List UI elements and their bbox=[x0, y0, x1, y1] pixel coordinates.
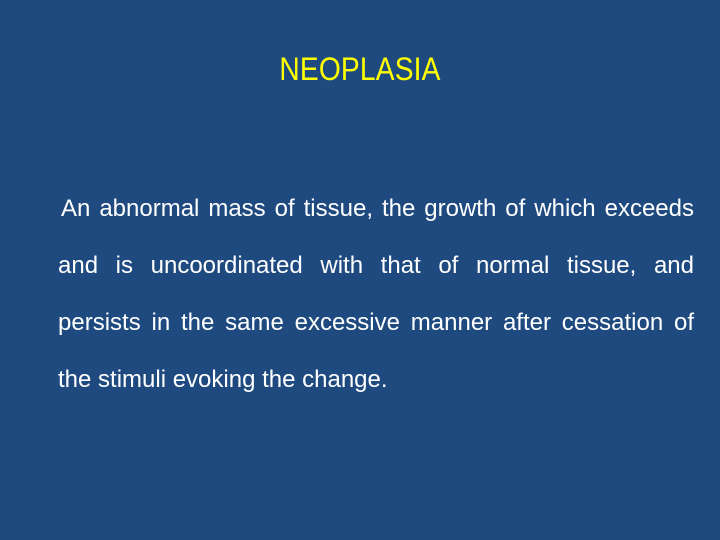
definition-paragraph: An abnormal mass of tissue, the growth of which exceeds and is uncoordinated with that of normal tissue, and persists in the same excessive manner after cessation of the stimuli evoking the change. bbox=[58, 195, 694, 393]
slide-title: NEOPLASIA bbox=[279, 51, 441, 87]
